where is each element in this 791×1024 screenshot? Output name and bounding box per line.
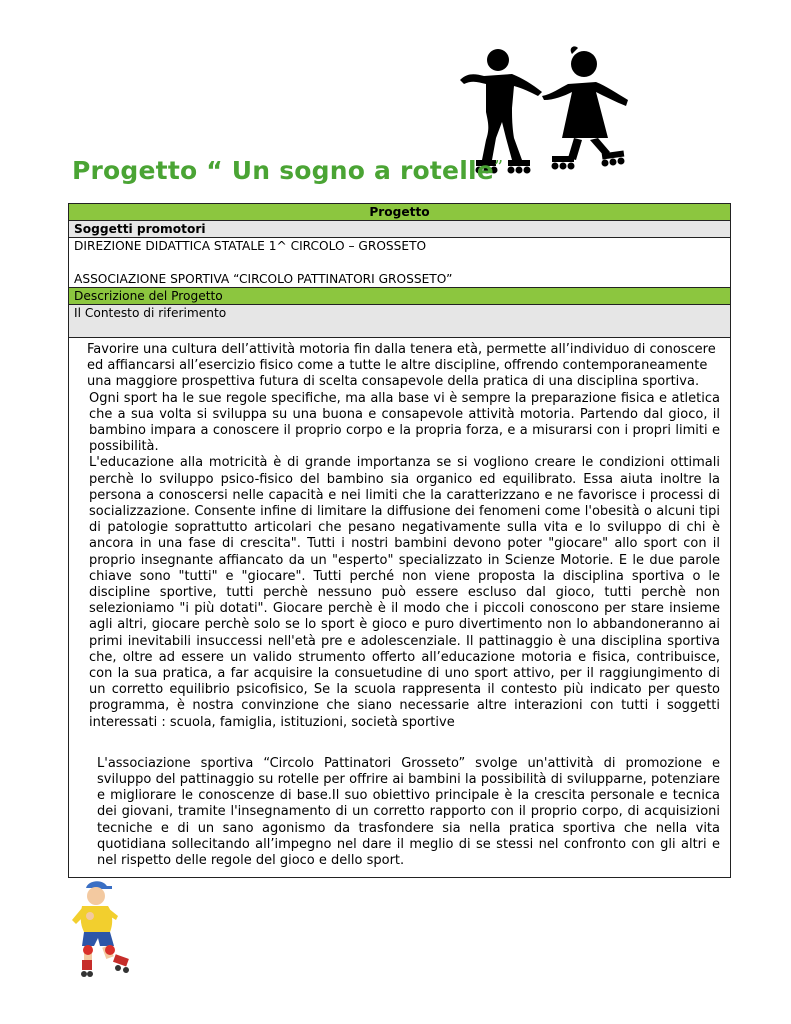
paragraph-3: L'educazione alla motricità è di grande importanza se si vogliono creare le condizioni ottimali perchè lo sviluppo psico-fisico del bambino sia organico ed equilibrato. Essa aiuta inoltre la persona a conoscersi nelle capacità e nei limiti che la caratterizzano e ne favorisce i processi di socializzazione. Consente infine di limitare la diffusione dei fenomeni come l'obesità o alcuni tipi di patologie soprattutto articolari che pesano negativamente sulla vita e lo sviluppo di chi è ancora in una fase di crescita". Tutti i nostri bambini devono poter "giocare" allo sport con il proprio insegnante affiancato da un "esperto" specializzato in Scienze Motorie. E le due parole chiave sono "tutti" e "giocare". Tutti perché non viene proposta la disciplina sportiva o le discipline sportive, tutti perchè nessuno può essere escluso dal gioco, tutti perchè non selezioniamo "i più dotati". Giocare perchè è il modo che i piccoli conoscono per stare insieme agli altri, giocare perchè solo se lo sport è gioco e puro divertimento non lo abbandoneranno ai primi inevitabili insuccessi nell'età pre e adolescenziale. Il pattinaggio è una disciplina sportiva che, oltre ad essere un valido strumento offerto all’educazione motoria e fisica, contribuisce, con la sua pratica, a far acquisire la consuetudine di uno sport attivo, per il raggiungimento di un corretto equilibrio psicofisico, Se la scuola rappresenta il contesto più indicato per questo programma, è nostra convinzione che siano necessarie altre interazioni con tutti i soggetti interessati : scuola, famiglia, istituzioni, società sportive [89, 455, 720, 730]
promoters-label: Soggetti promotori [69, 221, 731, 238]
page-title [72, 156, 503, 185]
title-text: Progetto “ Un sogno a rotelle [72, 156, 494, 185]
table-header: Progetto [69, 204, 731, 221]
promoters-cell [69, 238, 731, 288]
promoter-school: DIREZIONE DIDATTICA STATALE 1^ CIRCOLO – GROSSETO [74, 239, 427, 253]
paragraph-1: Favorire una cultura dell’attività motoria fin dalla tenera età, permette all’individuo di conoscere ed affiancarsi all’esercizio fisico come a tutte le altre discipline, offrendo contemporaneamente una maggiore prospettiva futura di scelta consapevole della pratica di una disciplina sportiva. [87, 342, 716, 390]
description-label: Descrizione del Progetto [69, 288, 731, 305]
child-skater-illustration [70, 880, 150, 980]
project-table [68, 203, 731, 878]
paragraph-2: Ogni sport ha le sue regole specifiche, ma alla base vi è sempre la preparazione fisica e atletica che a sua volta si sviluppa su una buona e consapevole attività motoria. Partendo dal gioco, il bambino impara a conoscere il proprio corpo e la propria forza, e a misurarsi con i propri limiti e possibilità. [89, 390, 720, 455]
promoter-association: ASSOCIAZIONE SPORTIVA “CIRCOLO PATTINATORI GROSSETO” [74, 272, 453, 286]
title-end-quote: ” [493, 157, 504, 178]
context-label: Il Contesto di riferimento [69, 305, 731, 338]
context-body [69, 338, 731, 878]
paragraph-4: L'associazione sportiva “Circolo Pattinatori Grosseto” svolge un'attività di promozione e sviluppo del pattinaggio su rotelle per offrire ai bambini la possibilità di svilupparne, potenziare e migliorare le conoscenze di base.Il suo obiettivo principale è la crescita personale e tecnica dei giovani, tramite l'insegnamento di un corretto rapporto con il proprio corpo, di acquisizioni tecniche e di un sano agonismo da trasfondere sia nella pratica sportiva che nella vita quotidiana sollecitando all’impegno nel dare il meglio di se stessi nel confronto con gli altri e nel rispetto delle regole del gioco e dello sport. [97, 755, 720, 869]
